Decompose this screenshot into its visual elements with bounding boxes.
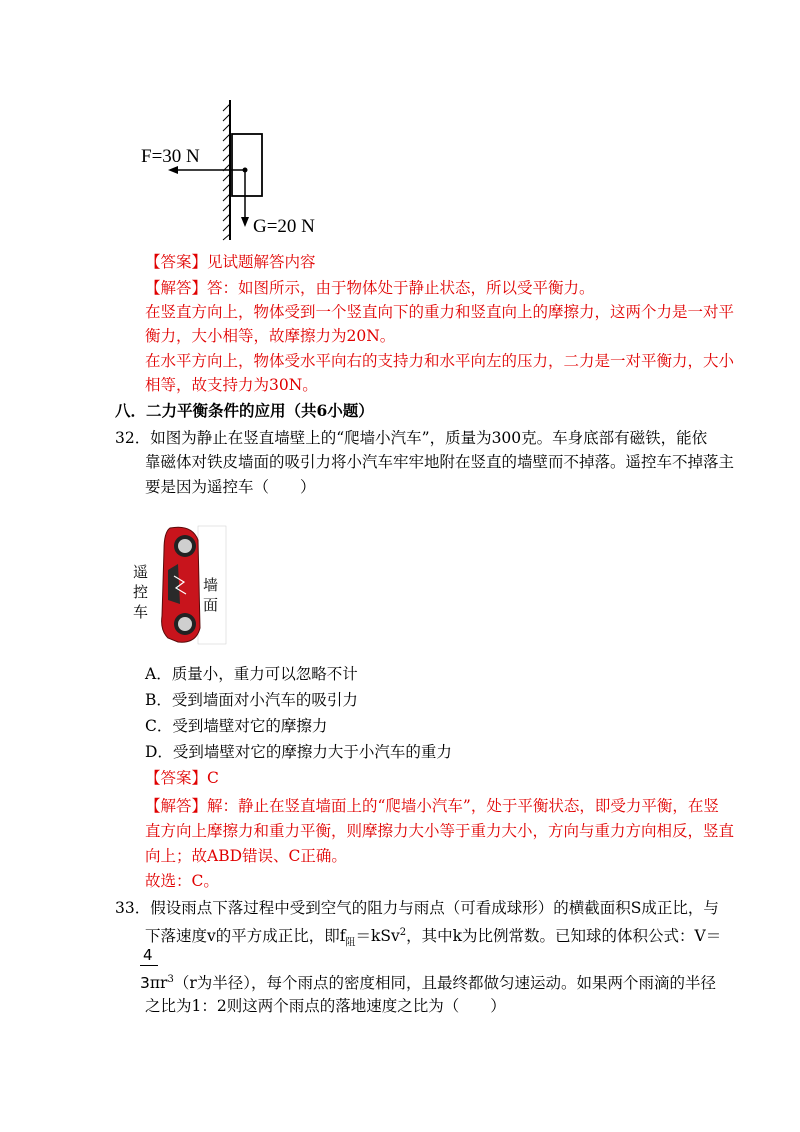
q32-line3: 要是因为遥控车（ ） <box>145 478 316 496</box>
q32-line1: 32．如图为静止在竖直墙壁上的“爬墙小汽车”，质量为300克。车身底部有磁铁，能依 <box>115 429 708 447</box>
fraction-numerator: 4 <box>143 946 153 964</box>
q32-option-b: B．受到墙面对小汽车的吸引力 <box>145 691 358 709</box>
analysis-32-line1: 【解答】解：静止在竖直墙面上的“爬墙小汽车”，处于平衡状态，即受力平衡，在竖 <box>145 797 719 815</box>
analysis-31-line1: 【解答】答：如图所示，由于物体处于静止状态，所以受平衡力。 <box>145 279 595 297</box>
analysis-31-line5: 相等，故支持力为30N。 <box>145 376 318 394</box>
q33-line3 <box>140 970 716 993</box>
q33-line2-part-c: ，其中k为比例常数。已知球的体积公式：V＝ <box>406 927 722 946</box>
force-g-label: G=20 N <box>253 216 315 237</box>
q33-line2-part-b: ＝kSv <box>355 927 400 946</box>
q32-option-d: D．受到墙壁对它的摩擦力大于小汽车的重力 <box>145 743 452 761</box>
answer-32: 【答案】C <box>145 769 219 787</box>
car-side-label: 遥控车 <box>133 563 149 621</box>
q33-line3-part-b: （r为半径），每个雨点的密度相同，且最终都做匀速运动。如果两个雨滴的半径 <box>173 974 717 993</box>
analysis-31-line2: 在竖直方向上，物体受到一个竖直向下的重力和竖直向上的摩擦力，这两个力是一对平 <box>145 303 735 321</box>
q32-line2: 靠磁体对铁皮墙面的吸引力将小汽车牢牢地附在竖直的墙壁而不掉落。遥控车不掉落主 <box>145 453 735 471</box>
analysis-31-line3: 衡力，大小相等，故摩擦力为20N。 <box>145 327 396 345</box>
q33-line3-part-a: πr <box>149 974 168 993</box>
analysis-32-line2: 直方向上摩擦力和重力平衡，则摩擦力大小等于重力大小，方向与重力方向相反，竖直 <box>145 822 735 840</box>
fraction-bar <box>140 965 158 966</box>
q32-option-c: C．受到墙壁对它的摩擦力 <box>145 717 328 735</box>
analysis-32-line3: 向上；故ABD错误、C正确。 <box>145 847 347 865</box>
q33-line2-subscript: 阻 <box>345 937 356 949</box>
answer-31: 【答案】见试题解答内容 <box>145 253 316 271</box>
q33-line3-superscript: 3 <box>167 974 174 985</box>
q33-line1: 33．假设雨点下落过程中受到空气的阻力与雨点（可看成球形）的横截面积S成正比，与 <box>115 899 719 917</box>
fraction-denominator: 3 <box>140 974 150 993</box>
analysis-31-line4: 在水平方向上，物体受水平向右的支持力和水平向左的压力，二力是一对平衡力，大小 <box>145 352 735 370</box>
section-heading: 八．二力平衡条件的应用（共6小题） <box>115 401 374 420</box>
q33-line2 <box>145 923 721 953</box>
q33-line4: 之比为1：2则这两个雨点的落地速度之比为（ ） <box>145 997 506 1015</box>
force-diagram-figure <box>135 92 345 242</box>
q33-line2-part-a: 下落速度v的平方成正比，即f <box>145 927 346 946</box>
wall-side-label: 墙面 <box>203 576 219 614</box>
analysis-32-line4: 故选：C。 <box>145 872 219 890</box>
q32-option-a: A．质量小，重力可以忽略不计 <box>145 665 358 683</box>
q33-line2-superscript: 2 <box>399 927 407 938</box>
force-f-label: F=30 N <box>141 146 200 167</box>
